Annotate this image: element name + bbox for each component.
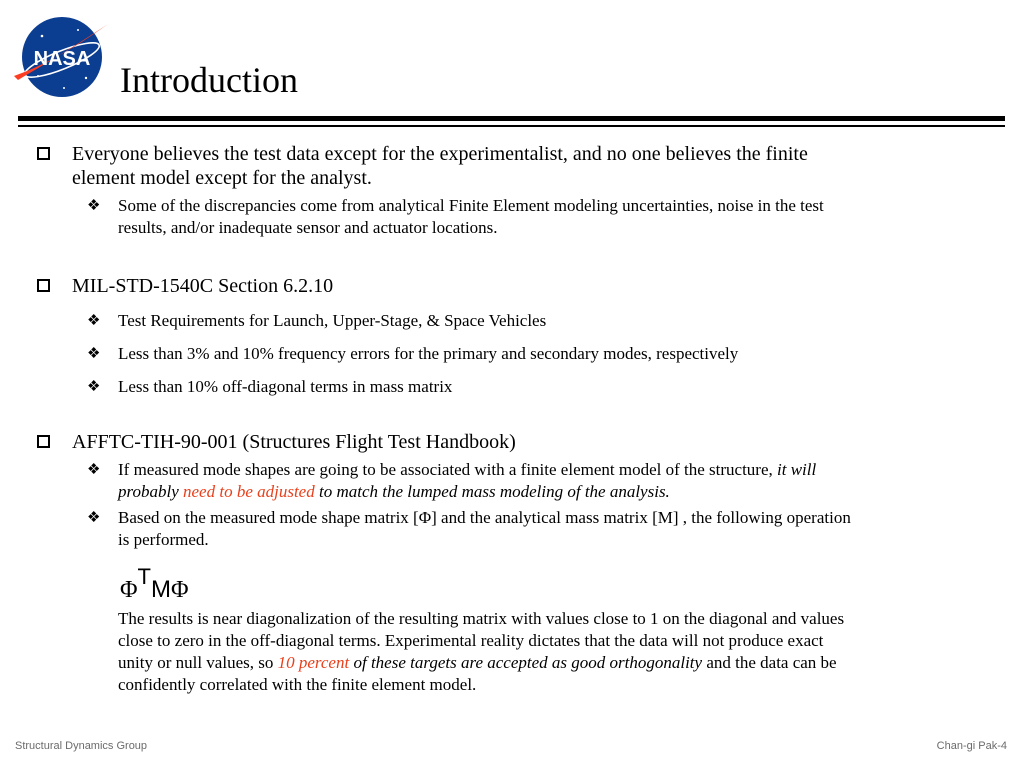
diamond-bullet-icon: ❖ [87, 379, 101, 395]
square-bullet-icon [37, 147, 50, 160]
section-2-bullet-3: Less than 10% off-diagonal terms in mass matrix [118, 377, 453, 396]
section-2-bullet-1: Test Requirements for Launch, Upper-Stage, & Space Vehicles [118, 311, 547, 330]
section-2-bullet-2: Less than 3% and 10% frequency errors for the primary and secondary modes, respectively [118, 344, 739, 363]
diamond-bullet-icon: ❖ [87, 462, 101, 478]
section-2-heading: MIL-STD-1540C Section 6.2.10 [72, 275, 334, 297]
highlight-text: 10 percent [277, 653, 350, 672]
section-1-heading: Everyone believes the test data except for the experimentalist, and no one believes the finite element model except for the analyst. [72, 143, 808, 189]
nasa-logo-text: NASA [33, 48, 91, 70]
diamond-bullet-icon: ❖ [87, 510, 101, 526]
highlight-text: need to be adjusted [183, 482, 315, 501]
page-title: Introduction [120, 60, 298, 100]
square-bullet-icon [37, 279, 50, 292]
orthogonality-formula: $\Phi^TM\Phi$ [120, 564, 189, 603]
section-1-bullet-1: Some of the discrepancies come from analytical Finite Element modeling uncertainties, noise in the test results, and/or inadequate sensor and actuator locations. [118, 196, 824, 237]
footer-page-number: Chan-gi Pak-4 [936, 740, 1007, 752]
square-bullet-icon [37, 435, 50, 448]
diamond-bullet-icon: ❖ [87, 313, 101, 329]
orthogonality-paragraph: The results is near diagonalization of the resulting matrix with values close to 1 on the diagonal and values close to zero in the off-diagonal terms. Experimental reality dictates that the data will not produce exact unity or null values, so 10 percent of these targets are accepted as good orthogonality and the data can be confidently correlated with the finite element model. [118, 609, 845, 694]
footer-group: Structural Dynamics Group [15, 740, 148, 752]
section-3-bullet-2: Based on the measured mode shape matrix [Φ] and the analytical mass matrix [M] , the following operation is performed. [118, 508, 851, 549]
section-3-bullet-1: If measured mode shapes are going to be associated with a finite element model of the structure, it will probably need to be adjusted to match the lumped mass modeling of the analysis. [118, 460, 817, 501]
section-3-heading: AFFTC-TIH-90-001 (Structures Flight Test Handbook) [72, 431, 516, 453]
diamond-bullet-icon: ❖ [87, 198, 101, 214]
diamond-bullet-icon: ❖ [87, 346, 101, 362]
